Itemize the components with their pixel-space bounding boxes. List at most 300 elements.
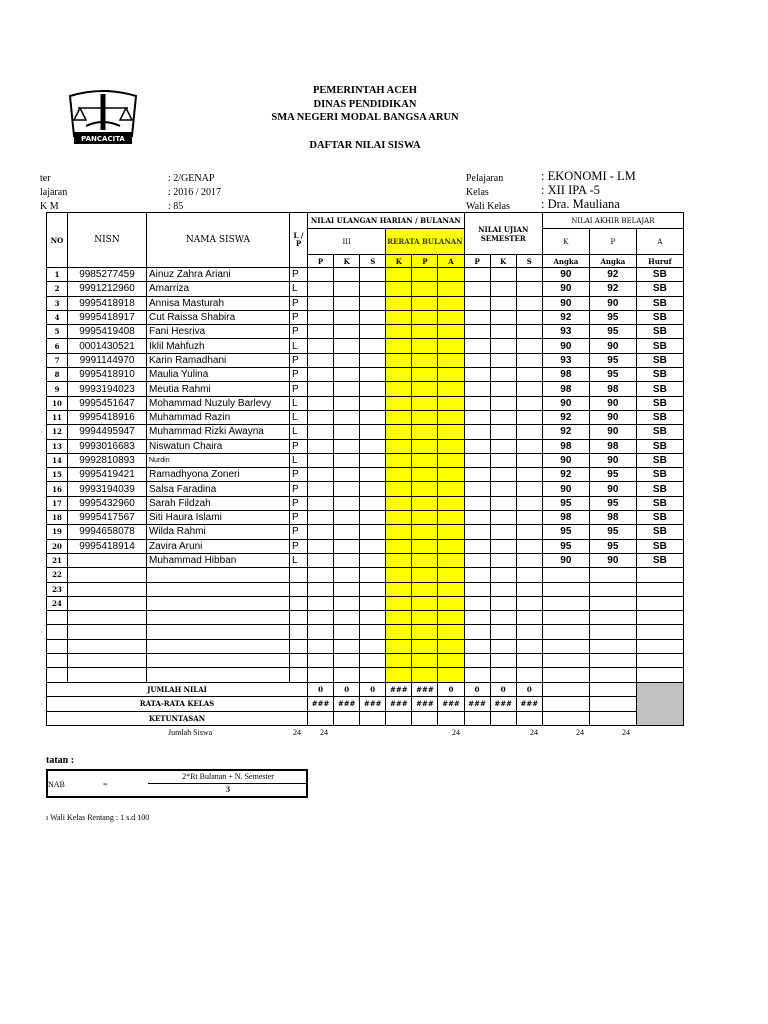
k-angka-cell: 93 [542, 353, 589, 367]
score-cell[interactable] [308, 353, 334, 367]
score-cell[interactable] [438, 496, 464, 510]
score-cell[interactable] [412, 325, 438, 339]
score-cell[interactable] [386, 511, 412, 525]
score-cell[interactable] [360, 496, 386, 510]
row-no [47, 654, 68, 668]
score-cell[interactable] [464, 325, 490, 339]
a-huruf-cell: SB [636, 453, 683, 467]
score-cell[interactable] [516, 268, 542, 282]
score-cell[interactable] [438, 382, 464, 396]
score-cell[interactable] [308, 282, 334, 296]
score-cell[interactable] [464, 668, 490, 682]
score-cell[interactable] [464, 568, 490, 582]
score-cell[interactable] [386, 410, 412, 424]
score-cell[interactable] [516, 511, 542, 525]
footer-cell: 0 [490, 682, 516, 697]
score-cell[interactable] [516, 525, 542, 539]
score-cell[interactable] [490, 582, 516, 596]
nisn-cell [68, 596, 147, 610]
score-cell[interactable] [438, 296, 464, 310]
score-cell[interactable] [386, 539, 412, 553]
score-cell[interactable] [412, 654, 438, 668]
score-cell[interactable] [308, 325, 334, 339]
score-cell[interactable] [464, 639, 490, 653]
score-cell[interactable] [412, 453, 438, 467]
score-cell[interactable] [516, 596, 542, 610]
score-cell[interactable] [386, 568, 412, 582]
score-cell[interactable] [438, 539, 464, 553]
score-cell[interactable] [412, 396, 438, 410]
score-cell[interactable] [412, 296, 438, 310]
score-cell[interactable] [386, 525, 412, 539]
score-cell[interactable] [412, 310, 438, 324]
row-no: 14 [47, 453, 68, 467]
score-cell[interactable] [334, 310, 360, 324]
score-cell[interactable] [516, 353, 542, 367]
score-cell[interactable] [360, 368, 386, 382]
score-cell[interactable] [438, 596, 464, 610]
score-cell[interactable] [490, 611, 516, 625]
score-cell[interactable] [386, 310, 412, 324]
score-cell[interactable] [334, 282, 360, 296]
score-cell[interactable] [360, 654, 386, 668]
score-cell[interactable] [412, 611, 438, 625]
score-cell[interactable] [438, 410, 464, 424]
score-cell[interactable] [516, 654, 542, 668]
score-cell[interactable] [412, 353, 438, 367]
score-cell[interactable] [516, 368, 542, 382]
score-cell[interactable] [516, 439, 542, 453]
row-no [47, 625, 68, 639]
score-cell[interactable] [360, 553, 386, 567]
score-cell[interactable] [334, 539, 360, 553]
score-cell[interactable] [334, 410, 360, 424]
score-cell[interactable] [412, 482, 438, 496]
score-cell[interactable] [516, 382, 542, 396]
score-cell[interactable] [386, 654, 412, 668]
score-cell[interactable] [412, 496, 438, 510]
score-cell[interactable] [490, 453, 516, 467]
score-cell[interactable] [334, 482, 360, 496]
score-cell[interactable] [360, 382, 386, 396]
score-cell[interactable] [308, 611, 334, 625]
score-cell[interactable] [490, 625, 516, 639]
k-angka-cell [542, 625, 589, 639]
score-cell[interactable] [490, 596, 516, 610]
score-cell[interactable] [386, 625, 412, 639]
col-nama: NAMA SISWA [147, 213, 290, 268]
score-cell[interactable] [516, 396, 542, 410]
score-cell[interactable] [386, 382, 412, 396]
score-cell[interactable] [464, 654, 490, 668]
score-cell[interactable] [516, 668, 542, 682]
score-cell[interactable] [412, 368, 438, 382]
score-cell[interactable] [516, 325, 542, 339]
score-cell[interactable] [360, 453, 386, 467]
score-cell[interactable] [334, 596, 360, 610]
table-row [47, 368, 684, 382]
score-cell[interactable] [516, 553, 542, 567]
nisn-cell: 9991212960 [68, 282, 147, 296]
score-cell[interactable] [360, 539, 386, 553]
score-cell[interactable] [334, 353, 360, 367]
score-cell[interactable] [516, 496, 542, 510]
score-cell[interactable] [308, 511, 334, 525]
score-cell[interactable] [464, 453, 490, 467]
score-cell[interactable] [464, 611, 490, 625]
gender-cell: L [290, 282, 308, 296]
score-cell[interactable] [490, 310, 516, 324]
score-cell[interactable] [464, 353, 490, 367]
score-cell[interactable] [464, 368, 490, 382]
score-cell[interactable] [412, 410, 438, 424]
a-huruf-cell [636, 639, 683, 653]
gender-cell: P [290, 482, 308, 496]
score-cell[interactable] [490, 496, 516, 510]
score-cell[interactable] [360, 339, 386, 353]
score-cell[interactable] [334, 639, 360, 653]
score-cell[interactable] [308, 582, 334, 596]
score-cell[interactable] [334, 553, 360, 567]
score-cell[interactable] [308, 296, 334, 310]
score-cell[interactable] [412, 425, 438, 439]
score-cell[interactable] [490, 325, 516, 339]
score-cell[interactable] [386, 353, 412, 367]
score-cell[interactable] [386, 468, 412, 482]
score-cell[interactable] [412, 468, 438, 482]
score-cell[interactable] [490, 368, 516, 382]
score-cell[interactable] [360, 482, 386, 496]
score-cell[interactable] [386, 296, 412, 310]
score-cell[interactable] [360, 296, 386, 310]
score-cell[interactable] [334, 668, 360, 682]
score-cell[interactable] [308, 625, 334, 639]
score-cell[interactable] [334, 296, 360, 310]
score-cell[interactable] [490, 668, 516, 682]
score-cell[interactable] [334, 425, 360, 439]
score-cell[interactable] [490, 282, 516, 296]
score-cell[interactable] [308, 639, 334, 653]
score-cell[interactable] [490, 511, 516, 525]
score-cell[interactable] [490, 439, 516, 453]
score-cell[interactable] [464, 468, 490, 482]
score-cell[interactable] [464, 625, 490, 639]
score-cell[interactable] [308, 382, 334, 396]
score-cell[interactable] [308, 439, 334, 453]
score-cell[interactable] [386, 482, 412, 496]
score-cell[interactable] [412, 568, 438, 582]
score-cell[interactable] [490, 539, 516, 553]
score-cell[interactable] [412, 625, 438, 639]
score-cell[interactable] [412, 525, 438, 539]
score-cell[interactable] [412, 539, 438, 553]
score-cell[interactable] [308, 268, 334, 282]
score-cell[interactable] [438, 668, 464, 682]
score-cell[interactable] [386, 268, 412, 282]
score-cell[interactable] [334, 582, 360, 596]
footer-cell [490, 711, 516, 726]
a-huruf-cell: SB [636, 282, 683, 296]
score-cell[interactable] [516, 582, 542, 596]
score-cell[interactable] [464, 539, 490, 553]
score-cell[interactable] [516, 611, 542, 625]
score-cell[interactable] [464, 310, 490, 324]
score-cell[interactable] [334, 382, 360, 396]
score-cell[interactable] [516, 625, 542, 639]
score-cell[interactable] [412, 511, 438, 525]
score-cell[interactable] [464, 596, 490, 610]
name-cell: Salsa Faradina [147, 482, 290, 496]
score-cell[interactable] [386, 582, 412, 596]
score-cell[interactable] [464, 553, 490, 567]
score-cell[interactable] [360, 310, 386, 324]
score-cell[interactable] [360, 439, 386, 453]
score-cell[interactable] [308, 539, 334, 553]
score-cell[interactable] [334, 396, 360, 410]
score-cell[interactable] [360, 582, 386, 596]
score-cell[interactable] [490, 468, 516, 482]
score-cell[interactable] [464, 339, 490, 353]
score-cell[interactable] [308, 339, 334, 353]
score-cell[interactable] [490, 553, 516, 567]
nisn-cell: 9995419408 [68, 325, 147, 339]
score-cell[interactable] [438, 396, 464, 410]
footer-cell: 0 [360, 682, 386, 697]
score-cell[interactable] [412, 639, 438, 653]
score-cell[interactable] [490, 425, 516, 439]
score-cell[interactable] [386, 639, 412, 653]
score-cell[interactable] [334, 339, 360, 353]
nisn-cell: 9995418918 [68, 296, 147, 310]
score-cell[interactable] [360, 282, 386, 296]
score-cell[interactable] [308, 668, 334, 682]
score-cell[interactable] [438, 654, 464, 668]
score-cell[interactable] [438, 611, 464, 625]
score-cell[interactable] [360, 625, 386, 639]
score-cell[interactable] [334, 525, 360, 539]
score-cell[interactable] [464, 496, 490, 510]
score-cell[interactable] [438, 582, 464, 596]
score-cell[interactable] [386, 611, 412, 625]
score-cell[interactable] [386, 668, 412, 682]
score-cell[interactable] [360, 611, 386, 625]
score-cell[interactable] [412, 382, 438, 396]
score-cell[interactable] [360, 525, 386, 539]
score-cell[interactable] [334, 368, 360, 382]
score-cell[interactable] [464, 282, 490, 296]
score-cell[interactable] [386, 339, 412, 353]
score-cell[interactable] [412, 582, 438, 596]
score-cell[interactable] [386, 553, 412, 567]
score-cell[interactable] [308, 453, 334, 467]
score-cell[interactable] [308, 525, 334, 539]
p-angka-cell: 90 [589, 410, 636, 424]
score-cell[interactable] [438, 325, 464, 339]
table-row [47, 268, 684, 282]
score-cell[interactable] [490, 339, 516, 353]
score-cell[interactable] [334, 496, 360, 510]
score-cell[interactable] [308, 368, 334, 382]
score-cell[interactable] [334, 453, 360, 467]
score-cell[interactable] [386, 325, 412, 339]
score-cell[interactable] [438, 525, 464, 539]
score-cell[interactable] [334, 325, 360, 339]
score-cell[interactable] [464, 439, 490, 453]
score-cell[interactable] [516, 453, 542, 467]
score-cell[interactable] [438, 482, 464, 496]
score-cell[interactable] [412, 339, 438, 353]
score-cell[interactable] [308, 496, 334, 510]
score-cell[interactable] [490, 482, 516, 496]
table-row [47, 382, 684, 396]
score-cell[interactable] [308, 482, 334, 496]
score-cell[interactable] [438, 453, 464, 467]
score-cell[interactable] [386, 496, 412, 510]
score-cell[interactable] [516, 425, 542, 439]
row-no: 22 [47, 568, 68, 582]
score-cell[interactable] [490, 353, 516, 367]
name-cell: Siti Haura Islami [147, 511, 290, 525]
score-cell[interactable] [438, 282, 464, 296]
score-cell[interactable] [464, 482, 490, 496]
score-cell[interactable] [334, 511, 360, 525]
sub-col-header: K [386, 255, 412, 268]
score-cell[interactable] [516, 282, 542, 296]
score-cell[interactable] [464, 382, 490, 396]
row-no: 10 [47, 396, 68, 410]
score-cell[interactable] [516, 468, 542, 482]
score-cell[interactable] [360, 596, 386, 610]
score-cell[interactable] [464, 425, 490, 439]
score-cell[interactable] [334, 654, 360, 668]
score-cell[interactable] [490, 410, 516, 424]
score-cell[interactable] [360, 668, 386, 682]
score-cell[interactable] [308, 310, 334, 324]
score-cell[interactable] [490, 568, 516, 582]
score-cell[interactable] [516, 482, 542, 496]
rata-rata-row [47, 697, 684, 712]
score-cell[interactable] [516, 296, 542, 310]
score-cell[interactable] [360, 468, 386, 482]
score-cell[interactable] [464, 296, 490, 310]
score-cell[interactable] [438, 468, 464, 482]
footer-cell: ### [386, 682, 412, 697]
nisn-cell: 9995451647 [68, 396, 147, 410]
info-value: : EKONOMI - LM [541, 169, 636, 183]
score-cell[interactable] [308, 654, 334, 668]
p-angka-cell [589, 582, 636, 596]
score-cell[interactable] [412, 596, 438, 610]
score-cell[interactable] [334, 439, 360, 453]
score-cell[interactable] [386, 282, 412, 296]
score-cell[interactable] [438, 353, 464, 367]
score-cell[interactable] [464, 268, 490, 282]
score-cell[interactable] [516, 339, 542, 353]
score-cell[interactable] [516, 568, 542, 582]
score-cell[interactable] [490, 268, 516, 282]
score-cell[interactable] [308, 596, 334, 610]
score-cell[interactable] [516, 539, 542, 553]
p-angka-cell [589, 668, 636, 682]
score-cell[interactable] [490, 654, 516, 668]
score-cell[interactable] [490, 396, 516, 410]
score-cell[interactable] [438, 310, 464, 324]
score-cell[interactable] [386, 596, 412, 610]
score-cell[interactable] [334, 268, 360, 282]
score-cell[interactable] [412, 268, 438, 282]
score-cell[interactable] [334, 611, 360, 625]
score-cell[interactable] [464, 410, 490, 424]
score-cell[interactable] [360, 396, 386, 410]
score-cell[interactable] [308, 396, 334, 410]
score-cell[interactable] [360, 410, 386, 424]
score-cell[interactable] [464, 582, 490, 596]
score-cell[interactable] [360, 353, 386, 367]
jumlah-nilai-row [47, 682, 684, 697]
score-cell[interactable] [464, 396, 490, 410]
score-cell[interactable] [386, 439, 412, 453]
score-cell[interactable] [464, 511, 490, 525]
score-cell[interactable] [386, 368, 412, 382]
score-cell[interactable] [308, 425, 334, 439]
score-cell[interactable] [438, 639, 464, 653]
score-cell[interactable] [438, 368, 464, 382]
score-cell[interactable] [412, 439, 438, 453]
table-row [47, 325, 684, 339]
score-cell[interactable] [412, 668, 438, 682]
score-cell[interactable] [360, 425, 386, 439]
score-cell[interactable] [516, 310, 542, 324]
score-cell[interactable] [438, 339, 464, 353]
score-cell[interactable] [438, 553, 464, 567]
score-cell[interactable] [412, 553, 438, 567]
score-cell[interactable] [464, 525, 490, 539]
score-cell[interactable] [386, 453, 412, 467]
score-cell[interactable] [412, 282, 438, 296]
score-cell[interactable] [516, 410, 542, 424]
score-cell[interactable] [516, 639, 542, 653]
score-cell[interactable] [308, 553, 334, 567]
score-cell[interactable] [438, 511, 464, 525]
score-cell[interactable] [490, 639, 516, 653]
score-cell[interactable] [360, 568, 386, 582]
score-cell[interactable] [308, 410, 334, 424]
name-cell: Niswatun Chaira [147, 439, 290, 453]
footer-cell: ### [412, 697, 438, 712]
score-cell[interactable] [334, 625, 360, 639]
score-cell[interactable] [438, 439, 464, 453]
score-cell[interactable] [360, 511, 386, 525]
score-cell[interactable] [490, 296, 516, 310]
score-cell[interactable] [334, 568, 360, 582]
score-cell[interactable] [490, 525, 516, 539]
score-cell[interactable] [438, 268, 464, 282]
score-cell[interactable] [438, 425, 464, 439]
score-cell[interactable] [360, 268, 386, 282]
score-cell[interactable] [438, 568, 464, 582]
score-cell[interactable] [386, 425, 412, 439]
score-cell[interactable] [308, 468, 334, 482]
score-cell[interactable] [438, 625, 464, 639]
footer-cell: 0 [464, 682, 490, 697]
score-cell[interactable] [490, 382, 516, 396]
score-cell[interactable] [386, 396, 412, 410]
score-cell[interactable] [360, 325, 386, 339]
k-angka-cell: 90 [542, 396, 589, 410]
score-cell[interactable] [360, 639, 386, 653]
score-cell[interactable] [334, 468, 360, 482]
score-cell[interactable] [308, 568, 334, 582]
